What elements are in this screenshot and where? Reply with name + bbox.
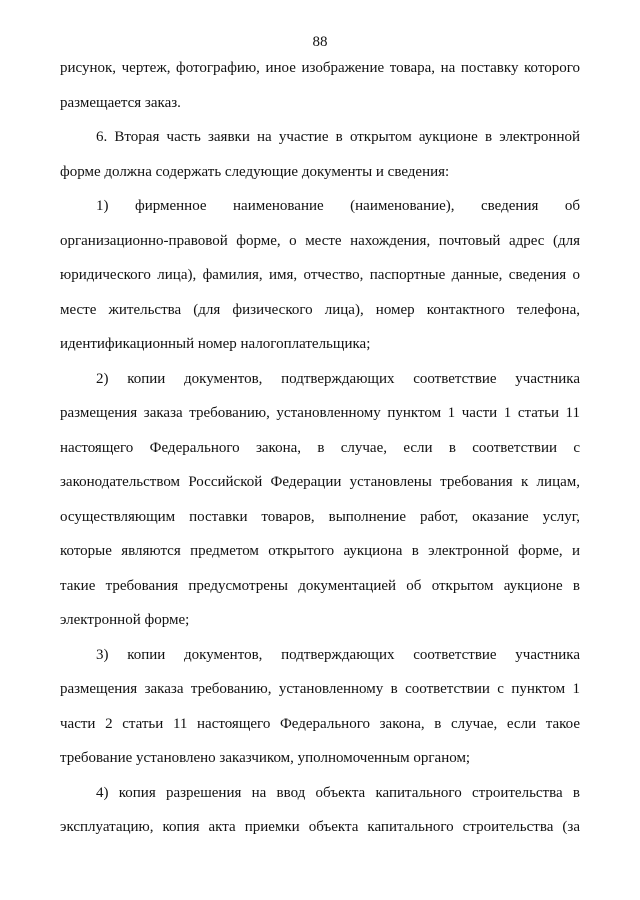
text-line: законодательством Российской Федерации установлены требования к лицам, [60,474,580,490]
item-4-first-line: 4) копия разрешения на ввод объекта капитального строительства в [96,784,580,801]
paragraph-6-first-line: 6. Вторая часть заявки на участие в открытом аукционе в электронной [96,129,580,145]
text-line: требование установлено заказчиком, уполномоченным органом; [60,750,471,766]
text-line: эксплуатацию, копия акта приемки объекта капитального строительства (за [60,819,580,835]
text-line: форме должна содержать следующие документы и сведения: [60,163,450,180]
page-number: 88 [312,34,328,50]
text-line: размещения заказа требованию, установленному в соответствии с пунктом 1 [60,681,580,697]
text-line: части 2 статьи 11 настоящего Федерального закона, в случае, если такое [60,715,580,732]
item-3-first-line: 3) копии документов, подтверждающих соответствие участника [96,646,580,663]
text-line: размещения заказа требованию, установленному пунктом 1 части 1 статьи 11 [60,405,580,421]
text-line: размещается заказ. [60,94,181,111]
text-line: идентификационный номер налогоплательщика; [60,336,371,352]
text-line: настоящего Федерального закона, в случае, если в соответствии с [60,439,580,456]
text-line: которые являются предметом открытого аукциона в электронной форме, и [60,543,580,559]
item-2-first-line: 2) копии документов, подтверждающих соответствие участника [96,370,580,387]
text-line: организационно-правовой форме, о месте нахождения, почтовый адрес (для [60,232,580,249]
text-line: электронной форме; [60,612,190,628]
text-line: месте жительства (для физического лица), номер контактного телефона, [60,301,580,318]
text-line: рисунок, чертеж, фотографию, иное изображение товара, на поставку которого [60,60,580,76]
document-body [60,58,580,852]
text-line: такие требования предусмотрены документацией об открытом аукционе в [60,577,580,594]
item-1-first-line: 1) фирменное наименование (наименование), сведения об [96,198,580,214]
text-line: осуществляющим поставки товаров, выполнение работ, оказание услуг, [60,508,580,525]
text-line: юридического лица), фамилия, имя, отчество, паспортные данные, сведения о [60,267,580,283]
